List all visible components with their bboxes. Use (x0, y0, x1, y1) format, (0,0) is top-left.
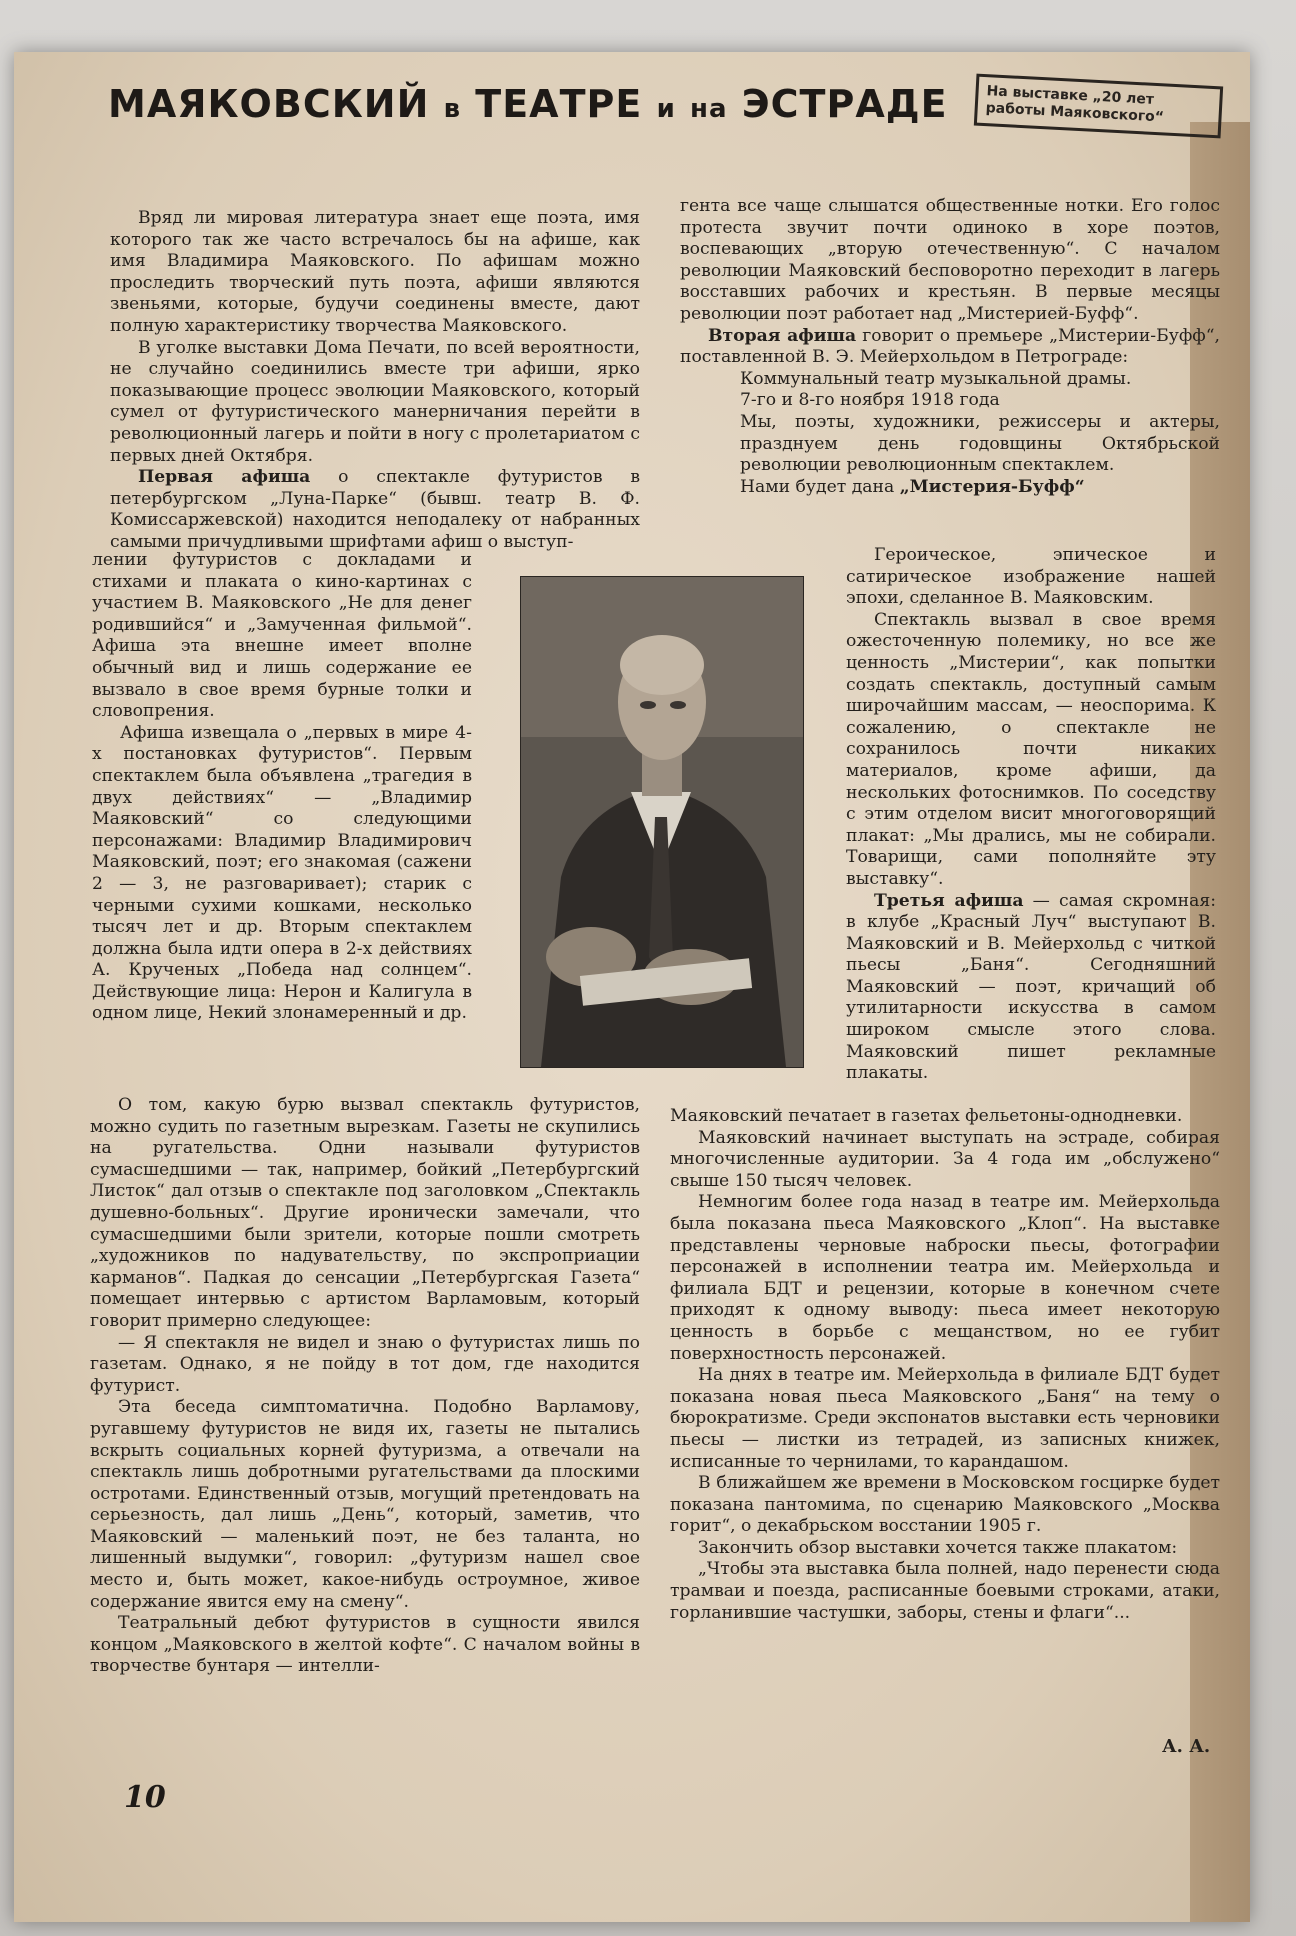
title-word: ЭСТРАДЕ (741, 82, 948, 126)
portrait-photo (520, 576, 804, 1068)
play-title: „Мистерия-Буфф“ (899, 476, 1085, 497)
paragraph: Немногим более года назад в театре им. Мейерхольда была показана пьеса Маяковского „Клоп“. На выставке представлены черновые наброски пьесы, фотографии персонажей в исполнении театра им. Мейерхольда и филиала БДТ и рецензии, которые в конечном счете приходят к одному выводу: пьеса имеет некоторую ценность в борьбе с мещанством, но ее губит поверхностность персонажей. (670, 1192, 1220, 1364)
paragraph: Театральный дебют футуристов в сущности явился концом „Маяковского в желтой кофте“. С началом войны в творчестве бунтаря — интелли- (90, 1613, 640, 1677)
paragraph (110, 467, 640, 553)
title-word: МАЯКОВСКИЙ (108, 82, 430, 126)
paragraph: гента все чаще слышатся общественные нотки. Его голос протеста звучит почти одиноко в хоре поэтов, воспевающих „вторую отечественную“. С началом революции Маяковский бесповоротно переходит в лагерь восставших рабочих и крестьян. В первые месяцы революции поэт работает над „Мистерией-Буфф“. (680, 196, 1220, 324)
column-right-top (680, 196, 1220, 498)
page-number: 10 (124, 1780, 166, 1815)
poster-quote: Мы, поэты, художники, режиссеры и актеры, празднуем день годовщины Октябрьской революции революционным спектаклем. (740, 411, 1220, 476)
subheading-third-poster: Третья афиша (874, 890, 1024, 911)
paragraph: Маяковский начинает выступать на эстраде, собирая многочисленные аудитории. За 4 года им „обслужено“ свыше 150 тысяч человек. (670, 1127, 1220, 1191)
poster-quote-text: Нами будет дана (740, 476, 900, 497)
exhibition-badge: На выставке „20 лет работы Маяковского“ (974, 74, 1223, 139)
title-word: ТЕАТРЕ (475, 82, 643, 126)
title-word: на (690, 94, 728, 124)
paragraph-text: — самая скромная: в клубе „Красный Луч“ выступают В. Маяковский и В. Мейерхольд с читкой пьесы „Баня“. Сегодняшний Маяковский — поэт, кричащий об утилитарности искусства в самом широком смысле этого слова. Маяковский пишет рекламные плакаты. (846, 890, 1216, 1084)
paragraph: О том, какую бурю вызвал спектакль футуристов, можно судить по газетным вырезкам. Газеты не скупились на ругательства. Одни называли футуристов сумасшедшими — так, например, бойкий „Петербургский Листок“ дал отзыв о спектакле под заголовком „Спектакль душевно-больных“. Другие иронически замечали, что сумасшедшими были зрители, которые пошли смотреть „художников по надувательству, по экспроприации карманов“. Падкая до сенсации „Петербургская Газета“ помещает интервью с артистом Варламовым, который говорит примерно следующее: (90, 1095, 640, 1331)
title-word: в (443, 94, 462, 124)
paragraph: В уголке выставки Дома Печати, по всей вероятности, не случайно соединились вместе три афиши, ярко показывающие процесс эволюции Маяковского, который сумел от футуристического манерничания перейти в революционный лагерь и пойти в ногу с пролетариатом с первых дней Октября. (110, 337, 640, 466)
paragraph: Закончить обзор выставки хочется также плакатом: (698, 1537, 1178, 1558)
article-title (108, 82, 948, 126)
paragraph: На днях в театре им. Мейерхольда в филиале БДТ будет показана новая пьеса Маяковского „Баня“ на тему о бюрократизме. Среди экспонатов выставки есть черновики пьесы — листки из тетрадей, из записных книжек, исписанные то чернилами, то карандашом. (670, 1365, 1220, 1472)
poster-quote (680, 477, 1220, 499)
column-right-beside-photo (846, 545, 1216, 1085)
paragraph: лении футуристов с докладами и стихами и плаката о кино-картинах с участием В. Маяковского „Не для денег родившийся“ и „Замученная фильмой“. Афиша эта внешне имеет вполне обычный вид и лишь содержание ее вызвало в свое время бурные толки и словопрения. (92, 550, 472, 722)
paragraph (680, 326, 1220, 369)
poster-quote: Коммунальный театр музыкальной драмы. (740, 368, 1132, 389)
column-left-bottom (90, 1095, 640, 1678)
subheading-first-poster: Первая афиша (138, 467, 311, 488)
portrait-figure (521, 577, 803, 1067)
paragraph: Эта беседа симптоматична. Подобно Варламову, ругавшему футуристов не видя их, газеты не пытались вскрыть социальных корней футуризма, а отвечали на спектакль лишь добротными ругательствами да плоскими остротами. Единственный отзыв, могущий претендовать на серьезность, дал лишь „День“, который, заметив, что Маяковский — маленький поэт, не без таланта, но лишенный выдумки“, говорил: „футуризм нашел свое место и, быть может, какое-нибудь остроумное, живое содержание явится ему на смену“. (90, 1397, 640, 1612)
column-left-top (110, 208, 640, 554)
paragraph (846, 891, 1216, 1085)
author-signature: А. А. (1162, 1736, 1211, 1757)
paragraph: Афиша извещала о „первых в мире 4-х постановках футуристов“. Первым спектаклем была объявлена „трагедия в двух действиях“ — „Владимир Маяковский“ со следующими персонажами: Владимир Владимирович Маяковский, поэт; его знакомая (сажени 2 — 3, не разговаривает); старик с черными сухими кошками, несколько тысяч лет и др. Вторым спектаклем должна была идти опера в 2-х действиях А. Крученых „Победа над солнцем“. Действующие лица: Нерон и Калигула в одном лице, Некий злонамеренный и др. (92, 722, 472, 1024)
paragraph-text: о спектакле футуристов в петербургском „Луна-Парке“ (бывш. театр В. Ф. Комиссаржевской) находится неподалеку от набранных самыми причудливыми шрифтами афиш о выступ- (110, 467, 640, 552)
poster-quote: 7-го и 8-го ноября 1918 года (740, 390, 1000, 411)
column-right-bottom (670, 1106, 1220, 1624)
title-word: и (656, 94, 676, 124)
paragraph-text: говорит о премьере „Мистерии-Буфф“, поставленной В. Э. Мейерхольдом в Петрограде: (680, 325, 1220, 368)
paragraph: Маяковский печатает в газетах фельетоны-однодневки. (670, 1106, 1183, 1126)
poster-quote: Героическое, эпическое и сатирическое изображение нашей эпохи, сделанное В. Маяковским. (846, 545, 1216, 609)
closing-quote: „Чтобы эта выставка была полней, надо перенести сюда трамваи и поезда, расписанные боевыми строками, атаки, горланившие частушки, заборы, стены и флаги“... (670, 1559, 1220, 1623)
subheading-second-poster: Вторая афиша (708, 325, 857, 346)
column-left-beside-photo (92, 550, 472, 1025)
paragraph: Спектакль вызвал в свое время ожесточенную полемику, но все же ценность „Мистерии“, как попытки создать спектакль, доступный самым широчайшим массам, — неоспорима. К сожалению, о спектакле не сохранилось почти никаких материалов, кроме афиши, да нескольких фотоснимков. По соседству с этим отделом висит многоговорящий плакат: „Мы дрались, мы не собирали. Товарищи, сами пополняйте эту выставку“. (846, 609, 1216, 889)
paragraph: Вряд ли мировая литература знает еще поэта, имя которого так же часто встречалось бы на афише, как имя Владимира Маяковского. По афишам можно проследить творческий путь поэта, афиши являются звеньями, которые, будучи соединены вместе, дают полную характеристику творчества Маяковского. (110, 208, 640, 336)
paragraph: — Я спектакля не видел и знаю о футуристах лишь по газетам. Однако, я не пойду в тот дом, где находится футурист. (90, 1332, 640, 1396)
paragraph: В ближайшем же времени в Московском госцирке будет показана пантомима, по сценарию Маяковского „Москва горит“, о декабрьском восстании 1905 г. (670, 1473, 1220, 1537)
